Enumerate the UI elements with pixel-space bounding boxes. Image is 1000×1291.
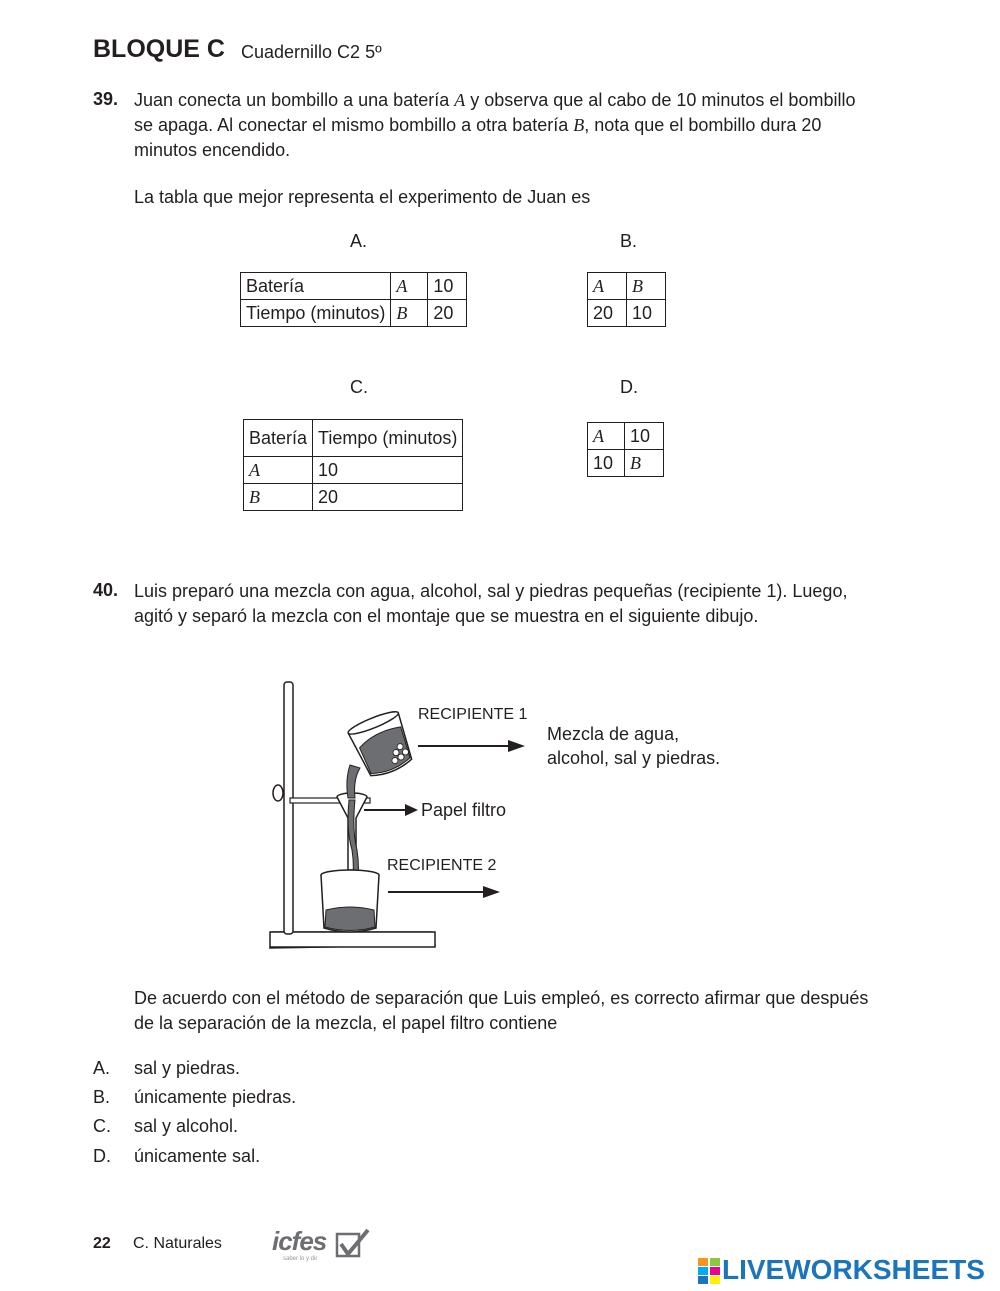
booklet-subtitle: Cuadernillo C2 5º — [241, 42, 382, 62]
question-39-number: 39. — [93, 89, 119, 109]
table-cell: B — [244, 484, 313, 511]
table-cell: 10 — [627, 300, 666, 327]
liveworksheets-icon — [698, 1258, 720, 1289]
q39-line1-pre: Juan conecta un bombillo a una batería — [134, 90, 455, 110]
table-row — [241, 300, 467, 327]
table-cell: 20 — [313, 484, 463, 511]
answer-c-text[interactable]: sal y alcohol. — [134, 1116, 239, 1136]
mezcla-line1: Mezcla de agua, — [547, 724, 680, 744]
liveworksheets-watermark: LIVEWORKSHEETS — [722, 1254, 985, 1285]
checkmark-icon — [335, 1228, 371, 1260]
table-row — [588, 273, 666, 300]
option-b-label: B. — [620, 231, 638, 251]
answer-a-text[interactable]: sal y piedras. — [134, 1058, 241, 1078]
table-cell: A — [588, 423, 625, 450]
answer-d-text[interactable]: únicamente sal. — [134, 1146, 261, 1166]
var-b: B — [573, 115, 585, 135]
var-a: A — [454, 90, 466, 110]
table-cell: 10 — [625, 423, 664, 450]
question-39-prompt: La tabla que mejor representa el experimento de Juan es — [134, 187, 591, 207]
q39-line2-pre: se apaga. Al conectar el mismo bombillo a otra batería — [134, 115, 574, 135]
table-row — [244, 484, 463, 511]
arrow-head — [405, 804, 418, 816]
answer-a-letter[interactable]: A. — [93, 1058, 111, 1078]
stand-base-plate — [270, 932, 435, 947]
table-option-c — [243, 419, 463, 511]
table-option-b — [587, 272, 666, 327]
table-row — [588, 423, 664, 450]
page-number: 22 — [93, 1235, 111, 1252]
question-40-prompt — [134, 986, 906, 1036]
table-cell: 20 — [428, 300, 467, 327]
clamp-screw — [273, 785, 283, 801]
icfes-logo: icfes — [272, 1226, 327, 1256]
table-cell: Batería — [241, 273, 391, 300]
label-papel-filtro: Papel filtro — [421, 800, 507, 820]
label-recipiente-1: RECIPIENTE 1 — [418, 706, 528, 723]
q39-line2-post: , nota que el bombillo dura 20 — [584, 115, 822, 135]
q40-prompt-line1: De acuerdo con el método de separación que Luis empleó, es correcto afirmar que después — [134, 988, 869, 1008]
arrow-head — [508, 740, 525, 752]
table-row — [244, 420, 463, 457]
arrow-head — [483, 886, 500, 898]
option-a-label: A. — [350, 231, 368, 251]
table-cell: Tiempo (minutos) — [313, 420, 463, 457]
table-cell: 20 — [588, 300, 627, 327]
table-row — [241, 273, 467, 300]
table-cell: Tiempo (minutos) — [241, 300, 391, 327]
stand-rod — [284, 682, 293, 934]
table-cell: 10 — [588, 450, 625, 477]
mezcla-line2: alcohol, sal y piedras. — [547, 748, 721, 768]
question-39-statement — [134, 88, 906, 163]
table-row — [588, 450, 664, 477]
label-recipiente-2: RECIPIENTE 2 — [387, 857, 497, 874]
option-c-label: C. — [350, 377, 368, 397]
filtered-liquid — [325, 907, 375, 931]
table-row — [244, 457, 463, 484]
icfes-tagline: saber lo y dir — [283, 1256, 318, 1262]
answer-b-letter[interactable]: B. — [93, 1087, 111, 1107]
label-mezcla — [547, 722, 720, 770]
q39-line3: minutos encendido. — [134, 140, 291, 160]
table-option-d — [587, 422, 664, 477]
table-cell: 10 — [428, 273, 467, 300]
question-40-number: 40. — [93, 580, 119, 600]
answer-c-letter[interactable]: C. — [93, 1116, 111, 1136]
table-cell: 10 — [313, 457, 463, 484]
q39-line1-post: y observa que al cabo de 10 minutos el bombillo — [465, 90, 856, 110]
table-cell: A — [588, 273, 627, 300]
table-cell: B — [627, 273, 666, 300]
option-d-label: D. — [620, 377, 638, 397]
q40-prompt-line2: de la separación de la mezcla, el papel filtro contiene — [134, 1013, 558, 1033]
subject-label: C. Naturales — [133, 1235, 222, 1252]
table-cell: A — [391, 273, 428, 300]
table-cell: B — [391, 300, 428, 327]
table-cell: Batería — [244, 420, 313, 457]
question-40-statement — [134, 579, 906, 629]
answer-d-letter[interactable]: D. — [93, 1146, 111, 1166]
table-cell: B — [625, 450, 664, 477]
q40-line1: Luis preparó una mezcla con agua, alcohol, sal y piedras pequeñas (recipiente 1). Luego, — [134, 581, 848, 601]
table-cell: A — [244, 457, 313, 484]
q40-line2: agitó y separó la mezcla con el montaje que se muestra en el siguiente dibujo. — [134, 606, 759, 626]
table-row — [588, 300, 666, 327]
answer-b-text[interactable]: únicamente piedras. — [134, 1087, 297, 1107]
block-title: BLOQUE C — [93, 35, 225, 63]
table-option-a — [240, 272, 467, 327]
